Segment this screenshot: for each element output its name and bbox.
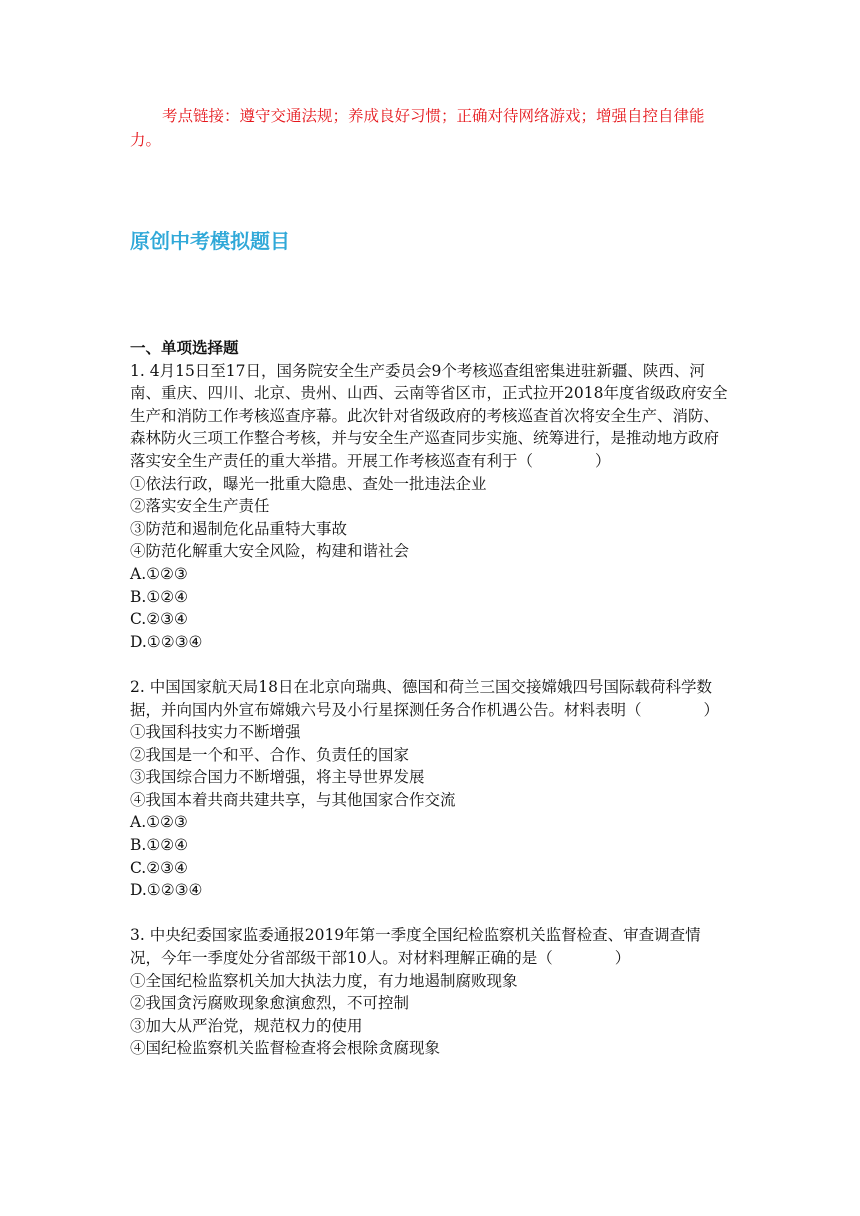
statement-item: ②我国是一个和平、合作、负责任的国家	[130, 745, 410, 764]
spacer	[130, 653, 730, 676]
statement-item: ③我国综合国力不断增强，将主导世界发展	[130, 768, 425, 787]
question-1	[130, 360, 730, 654]
question-stem: 3. 中央纪委国家监委通报2019年第一季度全国纪检监察机关监督检查、审查调查情况，今年一季度处分省部级干部10人。对材料理解正确的是（ ）	[130, 926, 701, 968]
exam-point-link: 考点链接：遵守交通法规；养成良好习惯；正确对待网络游戏；增强自控自律能力。	[130, 107, 705, 149]
question-section	[130, 337, 730, 1060]
question-2	[130, 676, 730, 902]
statement-item: ④我国本着共商共建共享，与其他国家合作交流	[130, 790, 456, 809]
section-title: 原创中考模拟题目	[130, 229, 290, 253]
statement-item: ④国纪检监察机关监督检查将会根除贪腐现象	[130, 1039, 441, 1058]
spacer	[130, 902, 730, 925]
answer-option: C.②③④	[130, 610, 188, 629]
statement-item: ①依法行政，曝光一批重大隐患、查处一批违法企业	[130, 474, 487, 493]
question-stem: 2. 中国国家航天局18日在北京向瑞典、德国和荷兰三国交接嫦娥四号国际载荷科学数据，并向国内外宣布嫦娥六号及小行星探测任务合作机遇公告。材料表明（ ）	[130, 677, 720, 719]
statement-item: ①我国科技实力不断增强	[130, 723, 301, 742]
question-stem: 1. 4月15日至17日，国务院安全生产委员会9个考核巡查组密集进驻新疆、陕西、河南、重庆、四川、北京、贵州、山西、云南等省区市，正式拉开2018年度省级政府安全生产和消防工作考核巡查序幕。此次针对省级政府的考核巡查首次将安全生产、消防、森林防火三项工作整合考核，并与安全生产巡查同步实施、统筹进行，是推动地方政府落实安全生产责任的重大举措。开展工作考核巡查有利于（ ）	[130, 361, 728, 470]
answer-option: A.①②③	[130, 813, 188, 832]
answer-option: C.②③④	[130, 858, 188, 877]
answer-option: A.①②③	[130, 564, 188, 583]
answer-option: B.①②④	[130, 836, 189, 855]
statement-item: ③加大从严治党，规范权力的使用	[130, 1016, 363, 1035]
part-heading: 一、单项选择题	[130, 339, 239, 357]
statement-item: ④防范化解重大安全风险，构建和谐社会	[130, 542, 410, 561]
statement-item: ①全国纪检监察机关加大执法力度，有力地遏制腐败现象	[130, 971, 518, 990]
question-3	[130, 924, 730, 1060]
statement-item: ③防范和遏制危化品重特大事故	[130, 519, 348, 538]
answer-option: D.①②③④	[130, 632, 203, 651]
answer-option: D.①②③④	[130, 881, 203, 900]
answer-option: B.①②④	[130, 587, 189, 606]
statement-item: ②我国贪污腐败现象愈演愈烈，不可控制	[130, 994, 410, 1013]
statement-item: ②落实安全生产责任	[130, 497, 270, 516]
